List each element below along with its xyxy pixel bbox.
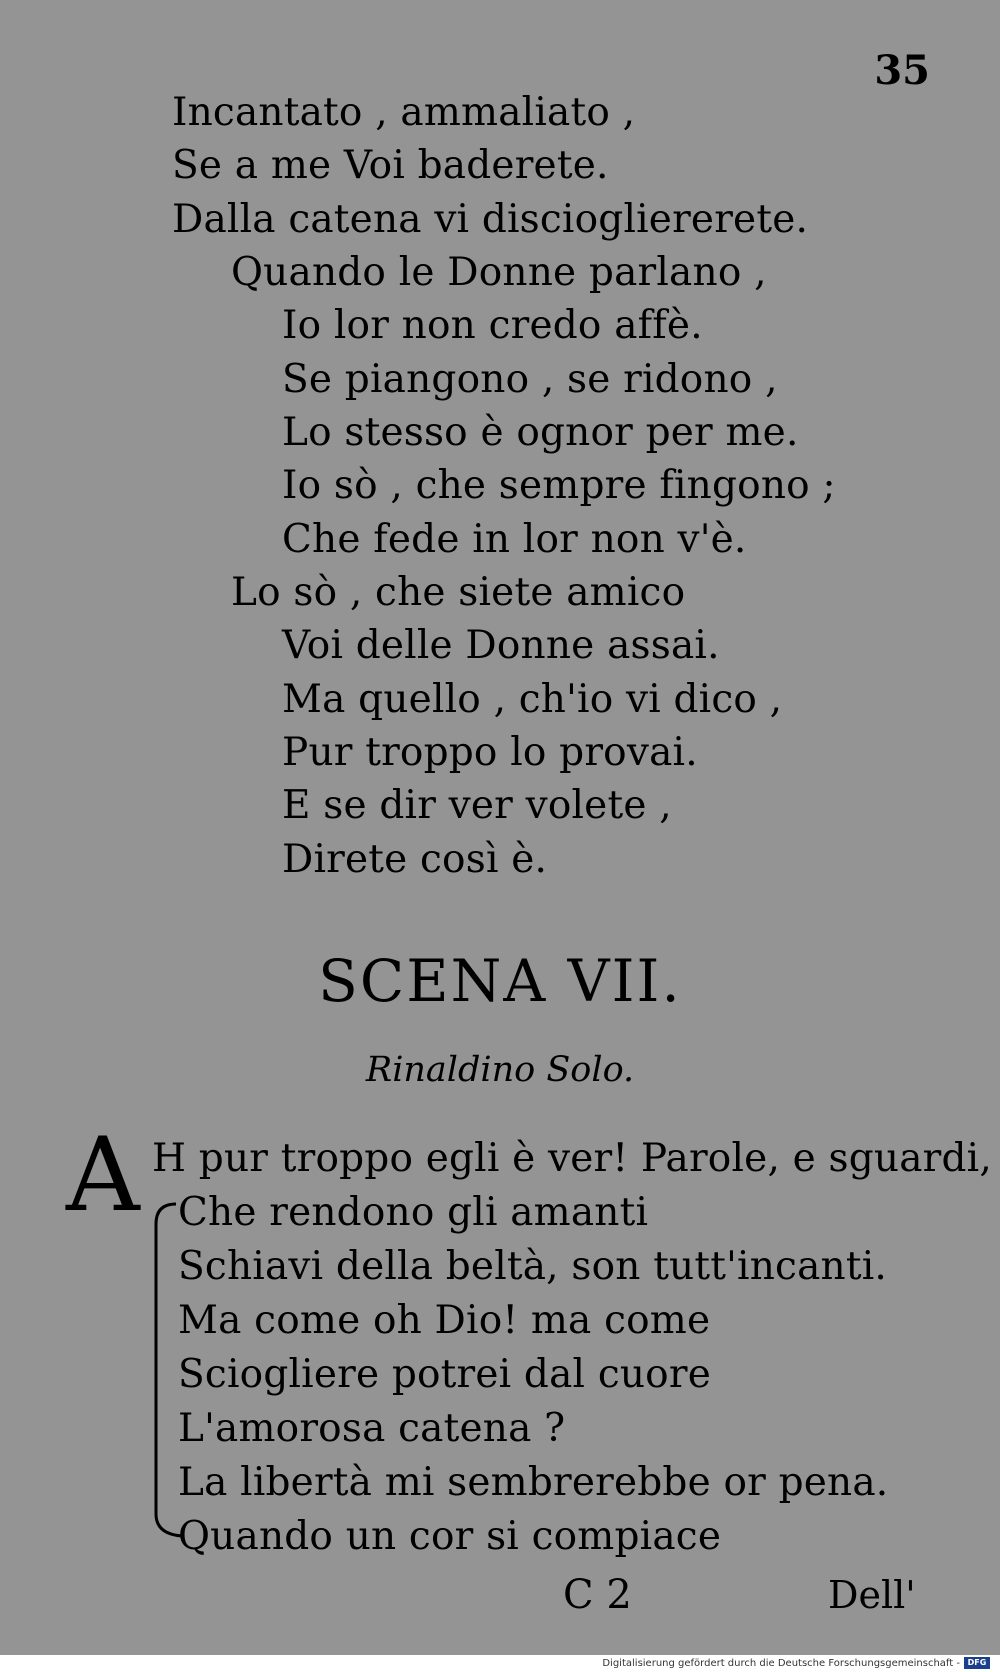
character-heading: Rinaldino Solo.: [365, 1050, 635, 1090]
verse-line: Io lor non credo affè.: [282, 303, 703, 348]
verse-line: Ma come oh Dio! ma come: [178, 1298, 711, 1343]
verse-line: Voi delle Donne assai.: [282, 623, 720, 668]
dfg-logo: DFG: [964, 1657, 990, 1669]
credit-bar: [0, 1655, 1000, 1672]
verse-line: Pur troppo lo provai.: [282, 730, 698, 775]
page-number: 35: [874, 47, 930, 94]
scene-title: SCENA VII.: [318, 947, 682, 1015]
verse-line: Quando le Donne parlano ,: [231, 250, 767, 295]
verse-line: Ma quello , ch'io vi dico ,: [282, 677, 783, 722]
margin-bracket: [146, 1200, 186, 1540]
verse-line: Incantato , ammaliato ,: [172, 90, 636, 135]
verse-line: Schiavi della beltà, son tutt'incanti.: [178, 1244, 887, 1289]
verse-line: La libertà mi sembrerebbe or pena.: [178, 1460, 889, 1505]
verse-line: Sciogliere potrei dal cuore: [178, 1352, 711, 1397]
verse-line: Se a me Voi baderete.: [172, 143, 609, 188]
verse-line: Io sò , che sempre fingono ;: [282, 463, 836, 508]
verse-line: Direte così è.: [282, 837, 548, 882]
verse-line: Lo sò , che siete amico: [231, 570, 686, 615]
verse-line: Dalla catena vi disciogliererete.: [172, 197, 809, 242]
catchword: Dell': [828, 1573, 916, 1617]
verse-line: Se piangono , se ridono ,: [282, 357, 778, 402]
signature-mark: C 2: [563, 1572, 632, 1618]
verse-line: Quando un cor si compiace: [178, 1514, 722, 1559]
verse-line: E se dir ver volete ,: [282, 783, 672, 828]
verse-line: Che rendono gli amanti: [178, 1190, 649, 1235]
verse-line: Che fede in lor non v'è.: [282, 517, 747, 562]
verse-line: Lo stesso è ognor per me.: [282, 410, 799, 455]
verse-line: L'amorosa catena ?: [178, 1406, 566, 1451]
verse-line: H pur troppo egli è ver! Parole, e sguardi,: [152, 1136, 992, 1181]
drop-cap: A: [66, 1116, 140, 1235]
credit-text: Digitalisierung gefördert durch die Deutsche Forschungsgemeinschaft -: [602, 1658, 960, 1669]
